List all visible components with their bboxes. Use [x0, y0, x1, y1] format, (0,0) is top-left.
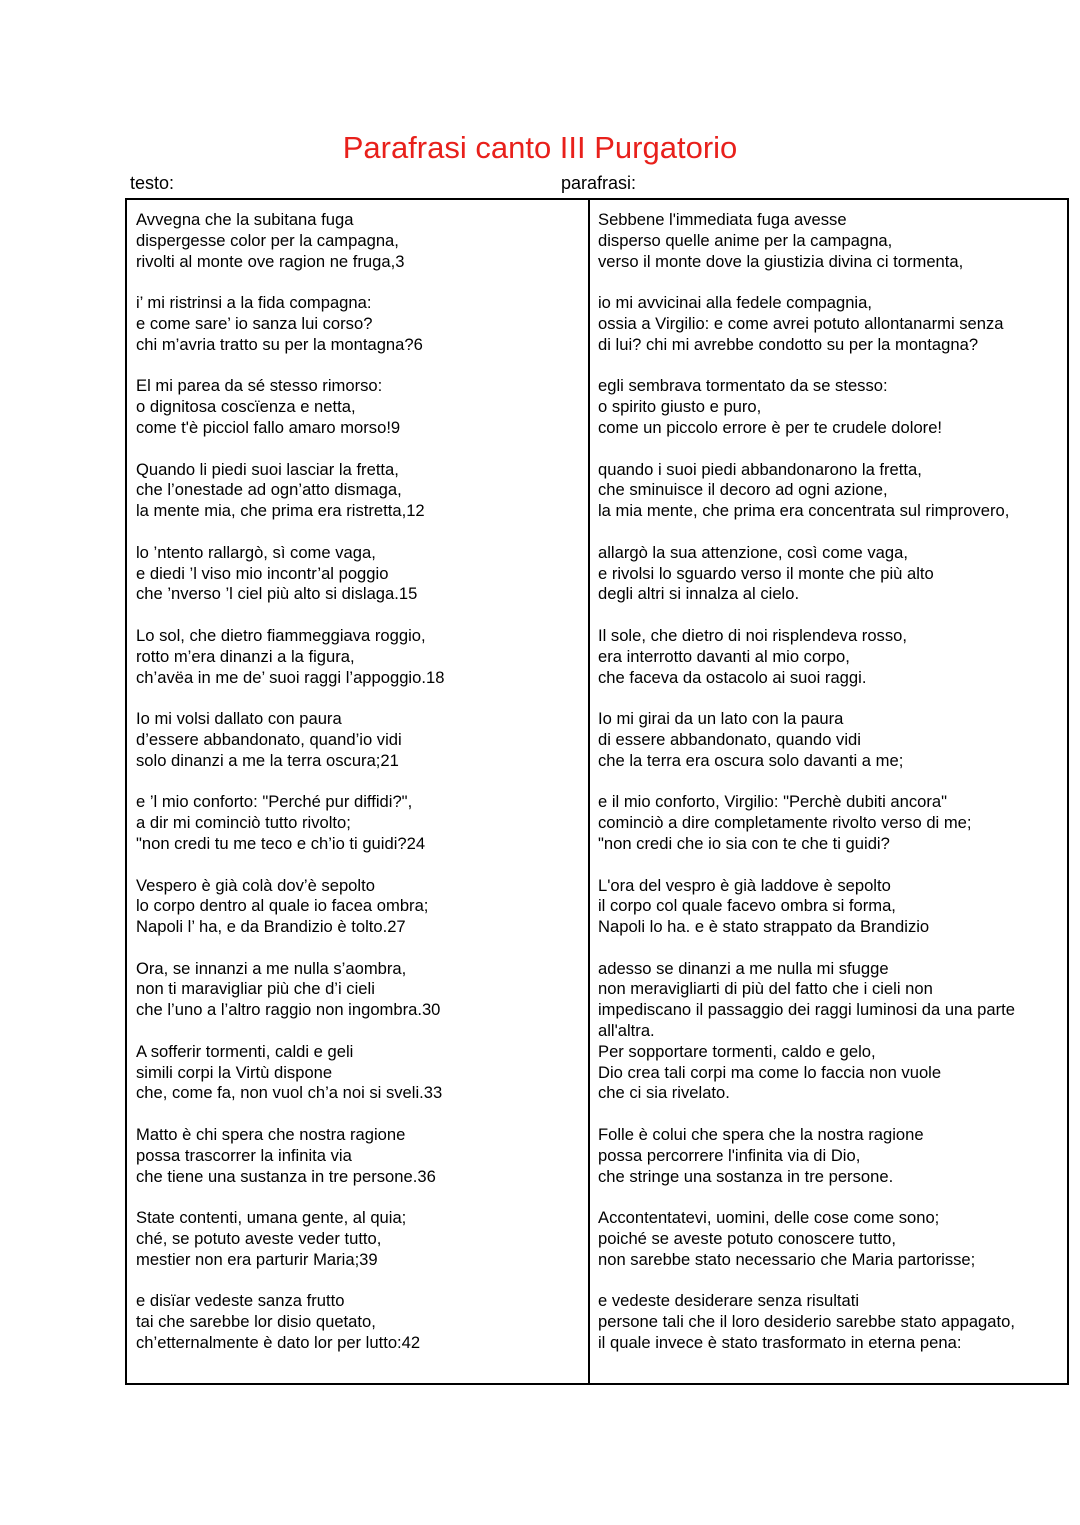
- testo-line: lo corpo dentro al quale io facea ombra;: [136, 896, 429, 916]
- parafrasi-line: che ci sia rivelato.: [598, 1083, 730, 1103]
- parafrasi-stanza: [598, 293, 1058, 355]
- parafrasi-line: Napoli lo ha. e è stato strappato da Brandizio: [598, 917, 930, 937]
- parafrasi-line: che stringe una sostanza in tre persone.: [598, 1166, 894, 1186]
- testo-line: A sofferir tormenti, caldi e geli: [136, 1041, 354, 1061]
- testo-stanza: [136, 376, 576, 438]
- parafrasi-stanza: [598, 543, 1058, 605]
- parafrasi-line: di lui? chi mi avrebbe condotto su per la montagna?: [598, 334, 979, 354]
- testo-line: Napoli l’ ha, e da Brandizio è tolto.27: [136, 917, 406, 937]
- parafrasi-stanza: [598, 1125, 1058, 1187]
- parafrasi-line: verso il monte dove la giustizia divina ci tormenta,: [598, 251, 964, 271]
- parafrasi-line: "non credi che io sia con te che ti guidi?: [598, 833, 890, 853]
- testo-line: mestier non era parturir Maria;39: [136, 1249, 378, 1269]
- testo-column: [136, 210, 576, 1375]
- parafrasi-line: era interrotto davanti al mio corpo,: [598, 646, 850, 666]
- parafrasi-line: quando i suoi piedi abbandonarono la fretta,: [598, 459, 922, 479]
- testo-stanza: [136, 876, 576, 938]
- parafrasi-line: Accontentatevi, uomini, delle cose come sono;: [598, 1208, 940, 1228]
- parafrasi-line: il corpo col quale facevo ombra si forma,: [598, 896, 896, 916]
- testo-stanza: [136, 1208, 576, 1270]
- parafrasi-line: adesso se dinanzi a me nulla mi sfugge: [598, 958, 889, 978]
- column-label-parafrasi: parafrasi:: [561, 173, 637, 193]
- parafrasi-stanza: [598, 792, 1058, 854]
- page-title: Parafrasi canto III Purgatorio: [342, 130, 738, 165]
- testo-stanza: [136, 792, 576, 854]
- testo-line: dispergesse color per la campagna,: [136, 230, 399, 250]
- testo-line: solo dinanzi a me la terra oscura;21: [136, 750, 399, 770]
- parafrasi-stanza: [598, 460, 1058, 522]
- testo-stanza: [136, 959, 576, 1021]
- parafrasi-line: ossia a Virgilio: e come avrei potuto allontanarmi senza: [598, 313, 1004, 333]
- testo-line: rotto m’era dinanzi a la figura,: [136, 646, 355, 666]
- parafrasi-column: [598, 210, 1058, 1375]
- testo-line: State contenti, umana gente, al quia;: [136, 1208, 407, 1228]
- testo-line: Lo sol, che dietro fiammeggiava roggio,: [136, 625, 426, 645]
- parafrasi-line: Il sole, che dietro di noi risplendeva rosso,: [598, 625, 907, 645]
- testo-line: "non credi tu me teco e ch’io ti guidi?24: [136, 833, 426, 853]
- parafrasi-line: e rivolsi lo sguardo verso il monte che più alto: [598, 563, 934, 583]
- parafrasi-stanza: [598, 376, 1058, 438]
- testo-line: che tiene una sustanza in tre persone.36: [136, 1166, 436, 1186]
- testo-line: lo ’ntento rallargò, sì come vaga,: [136, 542, 376, 562]
- testo-stanza: [136, 1042, 576, 1104]
- parafrasi-stanza: [598, 1042, 1058, 1104]
- testo-line: possa trascorrer la infinita via: [136, 1145, 352, 1165]
- parafrasi-line: come un piccolo errore è per te crudele dolore!: [598, 417, 943, 437]
- testo-line: ch’etternalmente è dato lor per lutto:42: [136, 1333, 421, 1353]
- parafrasi-line: che la terra era oscura solo davanti a me;: [598, 750, 904, 770]
- parafrasi-line: L'ora del vespro è già laddove è sepolto: [598, 875, 891, 895]
- testo-line: tai che sarebbe lor disio quetato,: [136, 1312, 376, 1332]
- testo-line: d’essere abbandonato, quand’io vidi: [136, 729, 402, 749]
- parafrasi-line: o spirito giusto e puro,: [598, 397, 762, 417]
- testo-line: Matto è chi spera che nostra ragione: [136, 1125, 406, 1145]
- testo-stanza: [136, 210, 576, 272]
- testo-line: i’ mi ristrinsi a la fida compagna:: [136, 293, 372, 313]
- testo-line: e disïar vedeste sanza frutto: [136, 1291, 345, 1311]
- column-label-testo: testo:: [130, 173, 175, 193]
- testo-line: che ’nverso ’l ciel più alto si dislaga.15: [136, 584, 418, 604]
- parafrasi-line: cominciò a dire completamente rivolto verso di me;: [598, 813, 972, 833]
- testo-line: la mente mia, che prima era ristretta,12: [136, 501, 425, 521]
- testo-stanza: [136, 1291, 576, 1353]
- testo-stanza: [136, 1125, 576, 1187]
- testo-line: che l’uno a l’altro raggio non ingombra.30: [136, 1000, 441, 1020]
- parafrasi-line: Sebbene l'immediata fuga avesse: [598, 210, 847, 229]
- parafrasi-line: disperso quelle anime per la campagna,: [598, 230, 893, 250]
- testo-stanza: [136, 293, 576, 355]
- parafrasi-line: che sminuisce il decoro ad ogni azione,: [598, 480, 888, 500]
- testo-line: non ti maravigliar più che d’i cieli: [136, 979, 375, 999]
- parafrasi-line: poiché se aveste potuto conoscere tutto,: [598, 1229, 896, 1249]
- parafrasi-line: impediscano il passaggio dei raggi luminosi da una parte: [598, 1000, 1015, 1020]
- parafrasi-line: persone tali che il loro desiderio sarebbe stato appagato,: [598, 1312, 1015, 1332]
- parafrasi-line: Dio crea tali corpi ma come lo faccia non vuole: [598, 1062, 942, 1082]
- testo-line: rivolti al monte ove ragion ne fruga,3: [136, 251, 405, 271]
- testo-line: Quando li piedi suoi lasciar la fretta,: [136, 459, 399, 479]
- text-table: [125, 198, 1069, 1385]
- parafrasi-line: e il mio conforto, Virgilio: "Perchè dubiti ancora": [598, 792, 948, 812]
- parafrasi-line: degli altri si innalza al cielo.: [598, 584, 800, 604]
- testo-stanza: [136, 460, 576, 522]
- parafrasi-line: Io mi girai da un lato con la paura: [598, 709, 844, 729]
- parafrasi-line: allargò la sua attenzione, così come vaga,: [598, 542, 908, 562]
- parafrasi-stanza: [598, 1208, 1058, 1270]
- testo-line: e diedi ’l viso mio incontr’al poggio: [136, 563, 389, 583]
- column-divider: [588, 200, 590, 1383]
- parafrasi-stanza: [598, 709, 1058, 771]
- testo-line: Vespero è già colà dov’è sepolto: [136, 875, 375, 895]
- parafrasi-line: la mia mente, che prima era concentrata sul rimprovero,: [598, 501, 1010, 521]
- parafrasi-line: Folle è colui che spera che la nostra ragione: [598, 1125, 924, 1145]
- parafrasi-line: possa percorrere l'infinita via di Dio,: [598, 1145, 861, 1165]
- testo-line: che, come fa, non vuol ch’a noi si sveli.33: [136, 1083, 443, 1103]
- parafrasi-stanza: [598, 876, 1058, 938]
- parafrasi-line: non sarebbe stato necessario che Maria partorisse;: [598, 1249, 976, 1269]
- parafrasi-stanza: [598, 210, 1058, 272]
- testo-line: e come sare’ io sanza lui corso?: [136, 313, 373, 333]
- testo-stanza: [136, 709, 576, 771]
- testo-line: simili corpi la Virtù dispone: [136, 1062, 333, 1082]
- parafrasi-stanza: [598, 1291, 1058, 1353]
- testo-stanza: [136, 543, 576, 605]
- testo-line: Io mi volsi dallato con paura: [136, 709, 342, 729]
- testo-line: come t'è picciol fallo amaro morso!9: [136, 417, 401, 437]
- testo-line: Avvegna che la subitana fuga: [136, 210, 354, 229]
- testo-line: ch’avëa in me de’ suoi raggi l’appoggio.18: [136, 667, 445, 687]
- parafrasi-stanza: [598, 626, 1058, 688]
- testo-line: ché, se potuto aveste veder tutto,: [136, 1229, 382, 1249]
- parafrasi-line: egli sembrava tormentato da se stesso:: [598, 376, 888, 396]
- testo-line: e ’l mio conforto: "Perché pur diffidi?",: [136, 792, 413, 812]
- parafrasi-stanza: [598, 959, 1058, 1042]
- parafrasi-line: il quale invece è stato trasformato in eterna pena:: [598, 1333, 962, 1353]
- parafrasi-line: all'altra.: [598, 1021, 655, 1041]
- testo-line: El mi parea da sé stesso rimorso:: [136, 376, 383, 396]
- parafrasi-line: Per sopportare tormenti, caldo e gelo,: [598, 1041, 876, 1061]
- testo-line: che l’onestade ad ogn’atto dismaga,: [136, 480, 402, 500]
- parafrasi-line: io mi avvicinai alla fedele compagnia,: [598, 293, 872, 313]
- testo-stanza: [136, 626, 576, 688]
- parafrasi-line: non meravigliarti di più del fatto che i cieli non: [598, 979, 933, 999]
- parafrasi-line: di essere abbandonato, quando vidi: [598, 729, 861, 749]
- parafrasi-line: e vedeste desiderare senza risultati: [598, 1291, 860, 1311]
- testo-line: Ora, se innanzi a me nulla s’aombra,: [136, 958, 407, 978]
- testo-line: o dignitosa coscïenza e netta,: [136, 397, 356, 417]
- testo-line: chi m’avria tratto su per la montagna?6: [136, 334, 423, 354]
- testo-line: a dir mi cominciò tutto rivolto;: [136, 813, 351, 833]
- parafrasi-line: che faceva da ostacolo ai suoi raggi.: [598, 667, 867, 687]
